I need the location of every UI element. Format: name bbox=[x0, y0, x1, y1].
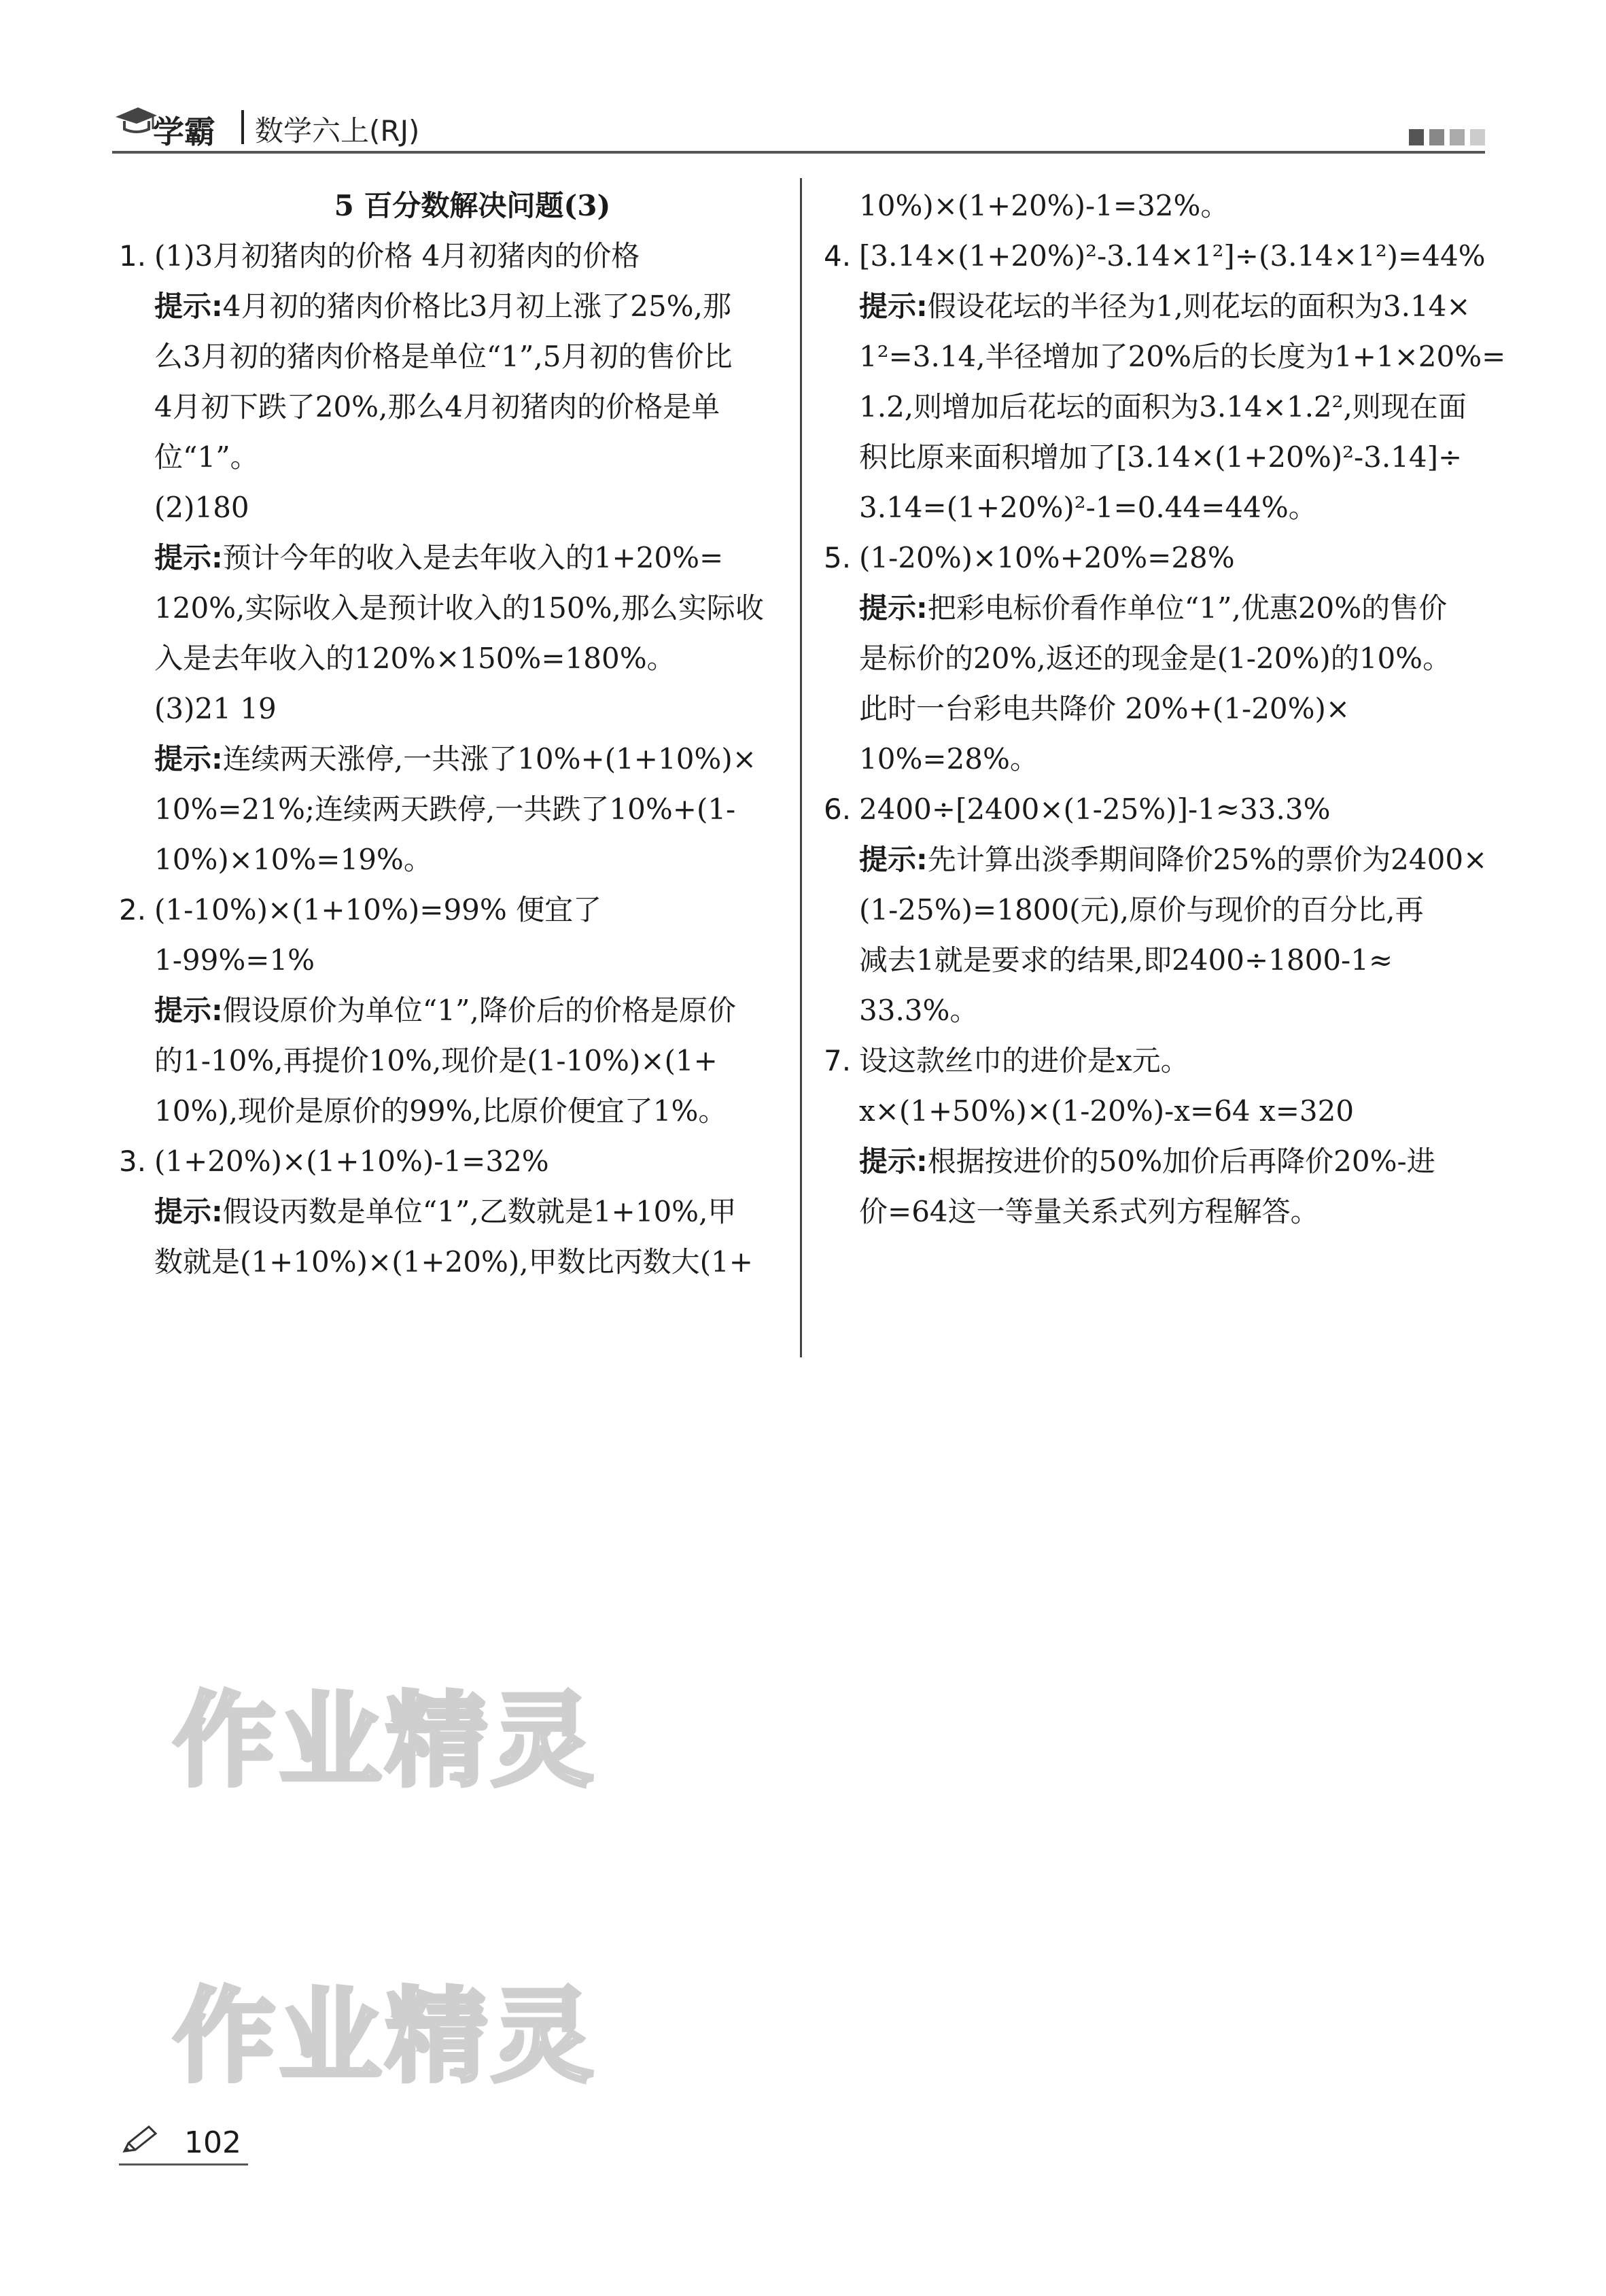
item-number: 5. bbox=[824, 541, 852, 574]
text-line: 1²=3.14,半径增加了20%后的长度为1+1×20%= bbox=[859, 340, 1506, 373]
hint-line bbox=[119, 986, 785, 1036]
text-line: 1-99%=1% bbox=[154, 943, 315, 977]
watermark: 作业精灵 bbox=[173, 1978, 598, 2096]
hint-text: 假设原价为单位“1”,降价后的价格是原价 bbox=[222, 994, 736, 1027]
text-line: 入是去年收入的120%×150%=180%。 bbox=[154, 642, 676, 675]
item-number: 6. bbox=[824, 793, 852, 826]
text-line: 120%,实际收入是预计收入的150%,那么实际收 bbox=[154, 591, 764, 625]
left-column bbox=[119, 181, 785, 1287]
hint-text: 先计算出淡季期间降价25%的票价为2400× bbox=[927, 843, 1488, 876]
header-squares bbox=[1403, 129, 1485, 148]
item-number: 1. bbox=[119, 239, 147, 273]
text-line: 10%=21%;连续两天跌停,一共跌了10%+(1- bbox=[154, 793, 736, 826]
item-number: 7. bbox=[824, 1044, 852, 1077]
hint-text: 连续两天涨停,一共涨了10%+(1+10%)× bbox=[222, 742, 756, 776]
answer-item bbox=[824, 784, 1493, 835]
text-line: 此时一台彩电共降价 20%+(1-20%)× bbox=[859, 692, 1350, 725]
text-line: 10%=28%。 bbox=[859, 742, 1038, 776]
item-number: 2. bbox=[119, 893, 147, 926]
item-text: 2400÷[2400×(1-25%)]-1≈33.3% bbox=[859, 793, 1331, 826]
item-number: 3. bbox=[119, 1145, 147, 1178]
answer-item bbox=[824, 1036, 1493, 1086]
hint-line bbox=[824, 1136, 1493, 1187]
hint-line bbox=[824, 583, 1493, 633]
book-title: 数学六上(RJ) bbox=[255, 114, 420, 147]
text-line: 10%),现价是原价的99%,比原价便宜了1%。 bbox=[154, 1094, 727, 1128]
item-text: (1)3月初猪肉的价格 4月初猪肉的价格 bbox=[154, 239, 640, 273]
text-line: 1.2,则增加后花坛的面积为3.14×1.2²,则现在面 bbox=[859, 390, 1467, 423]
item-text: [3.14×(1+20%)²-3.14×1²]÷(3.14×1²)=44% bbox=[859, 239, 1486, 273]
answer-item bbox=[119, 1136, 785, 1187]
section-title: 5 百分数解决问题(3) bbox=[334, 189, 611, 222]
text-line: 33.3%。 bbox=[859, 994, 979, 1027]
item-text: 设这款丝巾的进价是x元。 bbox=[859, 1044, 1189, 1077]
text-line: x×(1+50%)×(1-20%)-x=64 x=320 bbox=[859, 1094, 1355, 1128]
hint-text: 根据按进价的50%加价后再降价20%-进 bbox=[927, 1145, 1435, 1178]
text-line: 么3月初的猪肉价格是单位“1”,5月初的售价比 bbox=[154, 340, 733, 373]
item-number: 4. bbox=[824, 239, 852, 273]
header-square bbox=[1429, 129, 1444, 145]
text-line: 3.14=(1+20%)²-1=0.44=44%。 bbox=[859, 491, 1317, 524]
hint-text: 假设花坛的半径为1,则花坛的面积为3.14× bbox=[927, 290, 1471, 323]
hint-label: 提示: bbox=[859, 290, 928, 323]
hint-label: 提示: bbox=[154, 994, 223, 1027]
text-line: 4月初下跌了20%,那么4月初猪肉的价格是单 bbox=[154, 390, 720, 423]
column-divider bbox=[800, 178, 802, 1357]
hint-line bbox=[119, 734, 785, 784]
hint-text: 把彩电标价看作单位“1”,优惠20%的售价 bbox=[927, 591, 1448, 625]
hint-text: 假设丙数是单位“1”,乙数就是1+10%,甲 bbox=[222, 1195, 737, 1228]
hint-text: 预计今年的收入是去年收入的1+20%= bbox=[222, 541, 724, 574]
hint-label: 提示: bbox=[859, 1145, 928, 1178]
footer-rule bbox=[119, 2163, 248, 2165]
header-separator bbox=[241, 110, 244, 144]
text-line: 10%)×10%=19%。 bbox=[154, 843, 432, 876]
text-line: 数就是(1+10%)×(1+20%),甲数比丙数大(1+ bbox=[154, 1245, 753, 1279]
hint-line bbox=[119, 1187, 785, 1237]
hint-label: 提示: bbox=[154, 1195, 223, 1228]
watermark: 作业精灵 bbox=[173, 1682, 598, 1801]
answer-item bbox=[824, 231, 1493, 281]
text-line: 10%)×(1+20%)-1=32%。 bbox=[859, 189, 1229, 222]
header-square bbox=[1470, 129, 1485, 145]
text-line: 减去1就是要求的结果,即2400÷1800-1≈ bbox=[859, 943, 1393, 977]
text-line: (3)21 19 bbox=[154, 692, 277, 725]
hint-label: 提示: bbox=[859, 591, 928, 625]
text-line: 的1-10%,再提价10%,现价是(1-10%)×(1+ bbox=[154, 1044, 718, 1077]
text-line: 积比原来面积增加了[3.14×(1+20%)²-3.14]÷ bbox=[859, 440, 1463, 474]
header-square bbox=[1450, 129, 1465, 145]
answer-item bbox=[824, 533, 1493, 583]
page-header bbox=[112, 102, 1485, 156]
right-column bbox=[824, 181, 1506, 1237]
hint-label: 提示: bbox=[859, 843, 928, 876]
hint-label: 提示: bbox=[154, 290, 223, 323]
answer-item bbox=[119, 231, 785, 281]
item-text: (1+20%)×(1+10%)-1=32% bbox=[154, 1145, 549, 1178]
header-rule bbox=[112, 151, 1485, 154]
hint-line bbox=[119, 533, 785, 583]
hint-line bbox=[824, 835, 1493, 885]
text-line: 是标价的20%,返还的现金是(1-20%)的10%。 bbox=[859, 642, 1452, 675]
hint-label: 提示: bbox=[154, 541, 223, 574]
page-number: 102 bbox=[184, 2125, 241, 2160]
pencil-icon bbox=[119, 2124, 162, 2157]
text-line: 位“1”。 bbox=[154, 440, 259, 474]
text-line: 价=64这一等量关系式列方程解答。 bbox=[859, 1195, 1319, 1228]
item-text: (1-10%)×(1+10%)=99% 便宜了 bbox=[154, 893, 602, 926]
header-square bbox=[1409, 129, 1424, 145]
brand-name: 学霸 bbox=[153, 114, 215, 150]
text-line: (1-25%)=1800(元),原价与现价的百分比,再 bbox=[859, 893, 1424, 926]
hint-line bbox=[119, 281, 785, 332]
hint-line bbox=[824, 281, 1493, 332]
item-text: (1-20%)×10%+20%=28% bbox=[859, 541, 1235, 574]
text-line: (2)180 bbox=[154, 491, 249, 524]
hint-text: 4月初的猪肉价格比3月初上涨了25%,那 bbox=[222, 290, 731, 323]
answer-item bbox=[119, 885, 785, 935]
hint-label: 提示: bbox=[154, 742, 223, 776]
